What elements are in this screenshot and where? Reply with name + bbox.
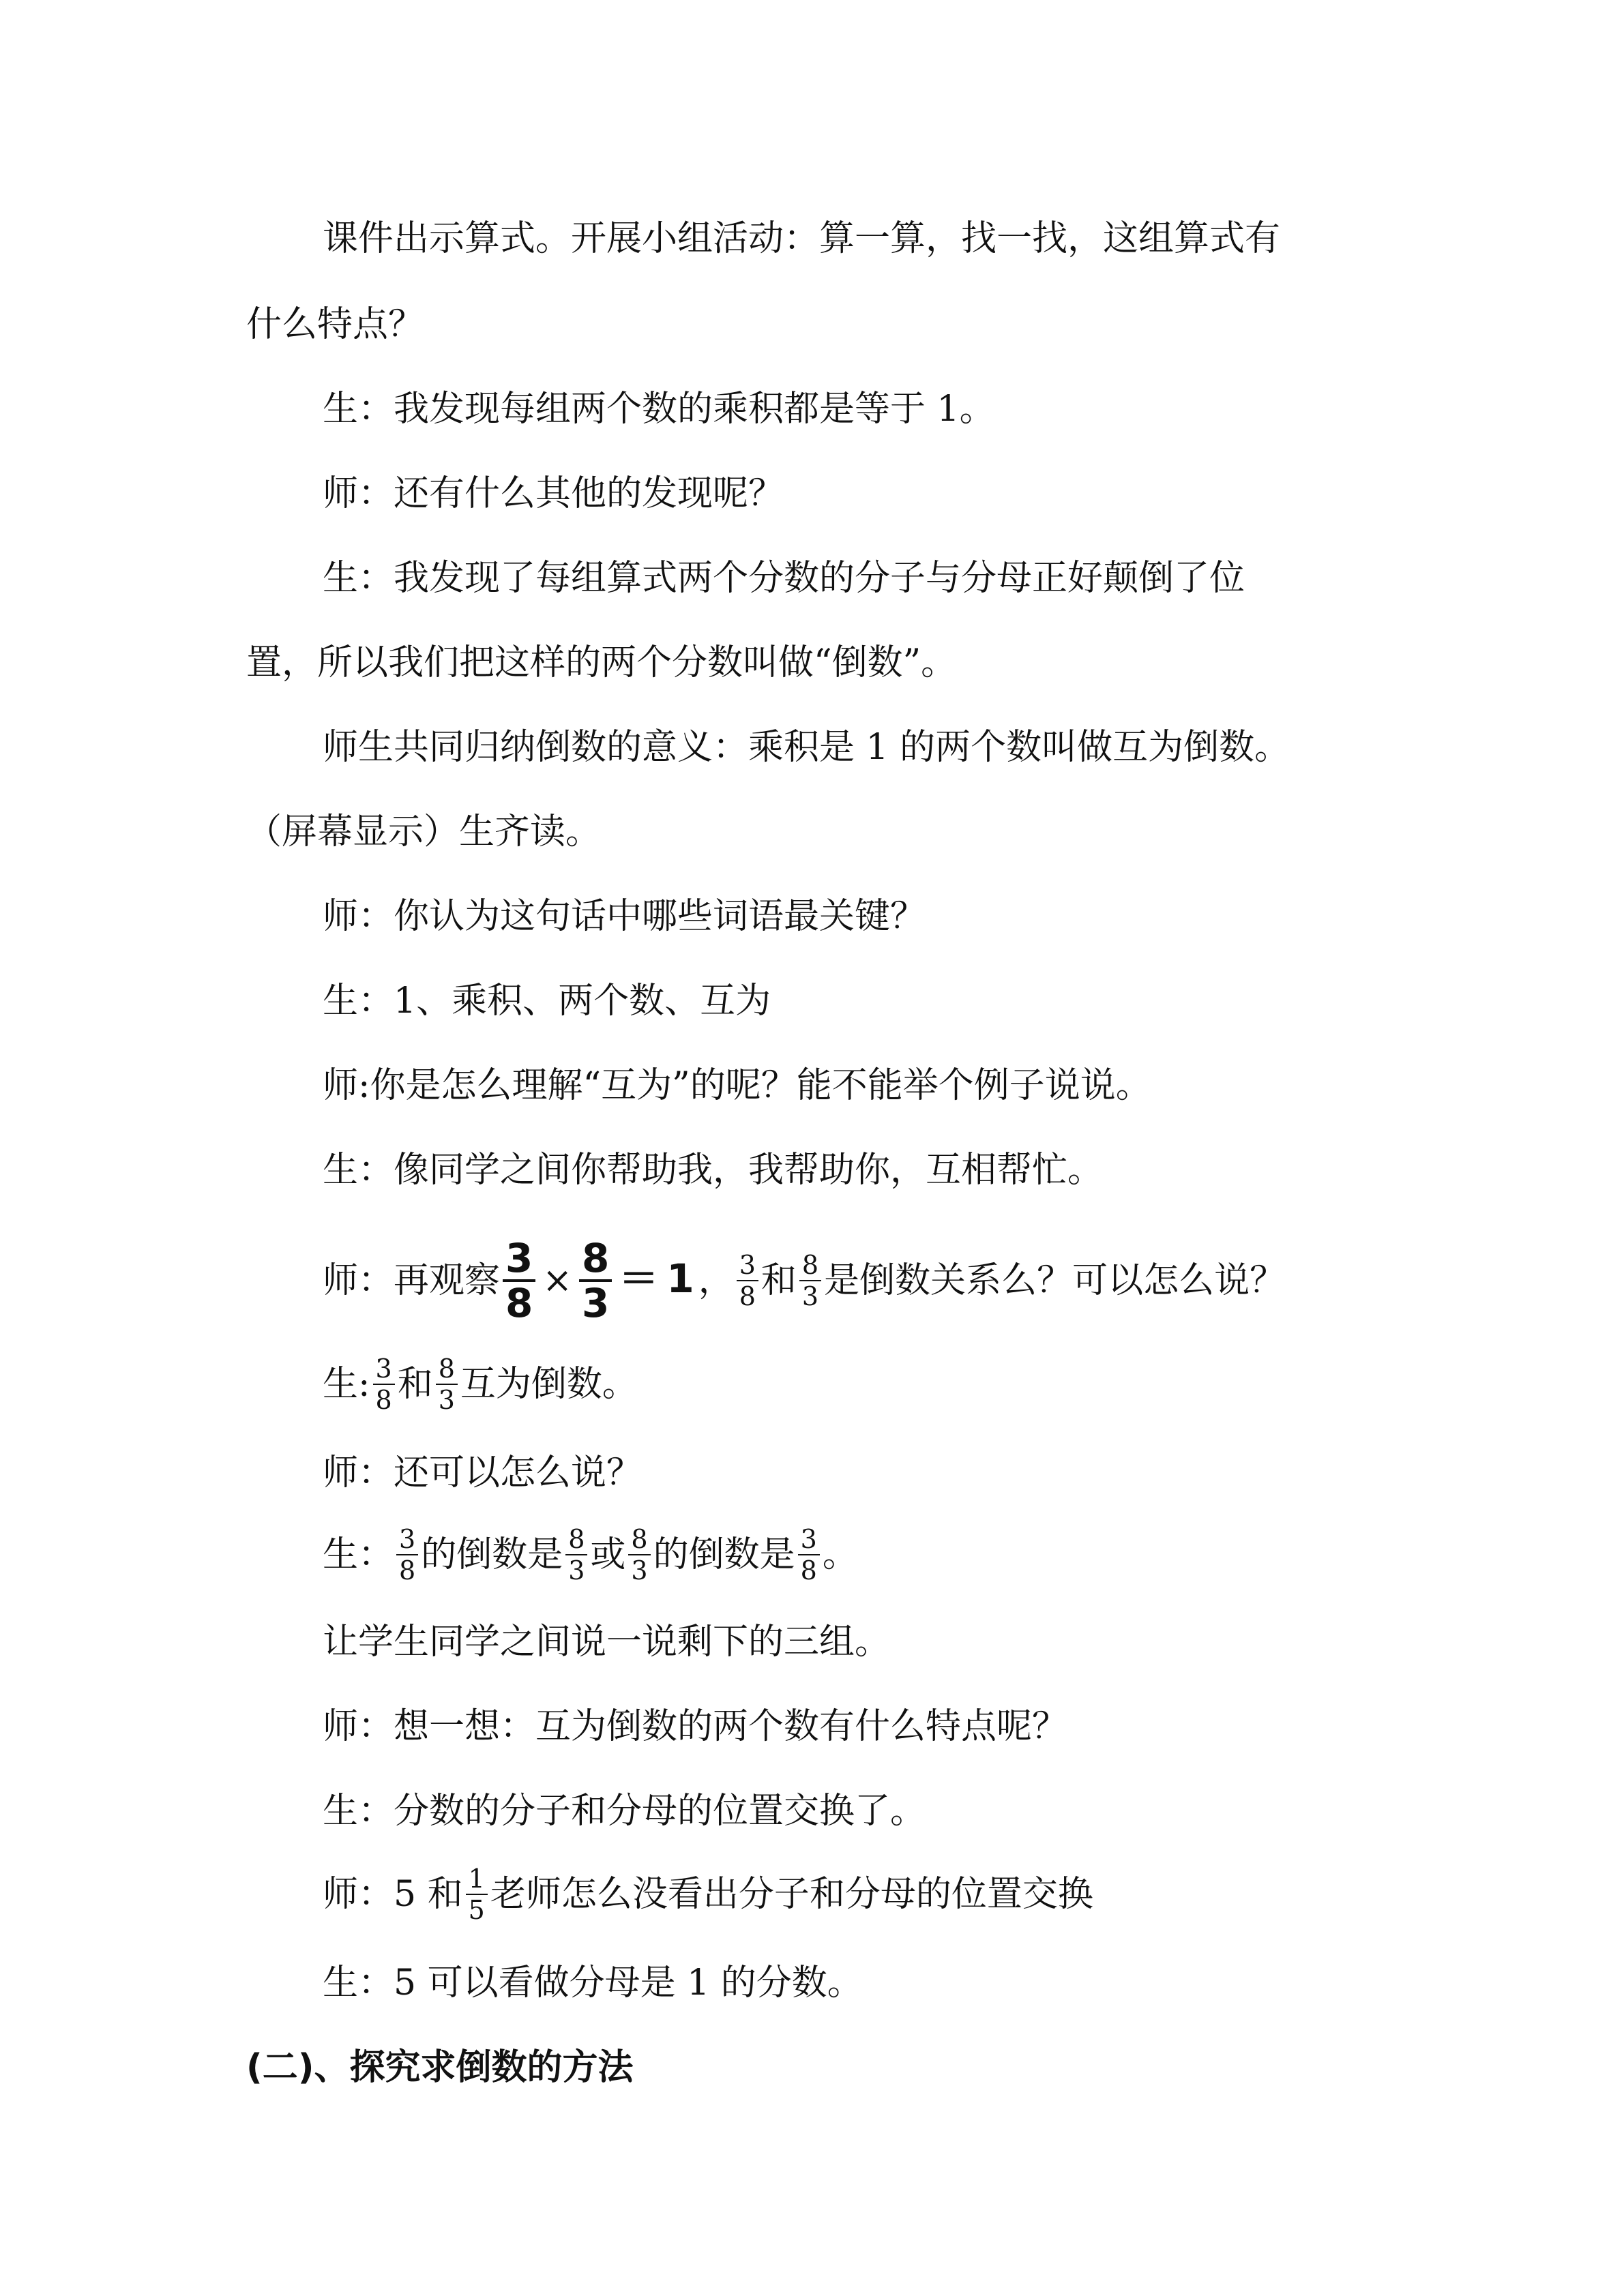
fraction-eight-thirds-large: $\frac{8}{3}$	[579, 1237, 612, 1324]
fraction-eight-thirds: $\frac{8}{3}$	[565, 1524, 587, 1585]
fraction-three-eighths: $\frac{3}{8}$	[396, 1524, 418, 1585]
paragraph-line-10: 生：1、乘积、两个数、互为	[323, 981, 771, 1022]
line16-part2: 的倒数是	[653, 1534, 795, 1575]
equals-sign: ＝	[619, 1255, 659, 1302]
reciprocal-statement-line	[323, 1350, 638, 1418]
equation-line	[323, 1234, 1285, 1327]
paragraph-line-5: 生：我发现了每组算式两个分数的分子与分母正好颠倒了位	[323, 558, 1245, 599]
fraction-eight-thirds: $\frac{8}{3}$	[799, 1250, 821, 1311]
or-word: 或	[590, 1534, 626, 1575]
paragraph-line-9: 师：你认为这句话中哪些词语最关键？	[323, 896, 926, 937]
equation-suffix: 是倒数关系么？可以怎么说？	[824, 1260, 1286, 1301]
fraction-three-eighths: $\frac{3}{8}$	[373, 1354, 395, 1415]
paragraph-line-4: 师：还有什么其他的发现呢？	[323, 473, 784, 514]
paragraph-line-12: 生：像同学之间你帮助我，我帮助你，互相帮忙。	[323, 1150, 1104, 1191]
fraction-one-fifth: $\frac{1}{5}$	[466, 1864, 488, 1925]
paragraph-line-6: 置，所以我们把这样的两个分数叫做“倒数”。	[246, 642, 957, 683]
paragraph-line-21: 生：5 可以看做分母是 1 的分数。	[323, 1963, 863, 2003]
paragraph-line-15: 师：还可以怎么说？	[323, 1452, 643, 1493]
one-fifth-question-line	[323, 1860, 1093, 1928]
line16-end: 。	[822, 1534, 858, 1575]
paragraph-line-11: 师:你是怎么理解“互为”的呢？能不能举个例子说说。	[323, 1065, 1151, 1106]
fraction-three-eighths: $\frac{3}{8}$	[798, 1524, 820, 1585]
and-word: 和	[761, 1260, 797, 1301]
paragraph-line-1: 课件出示算式。开展小组活动：算一算，找一找，这组算式有	[323, 218, 1281, 259]
equation-comma: ，	[698, 1260, 734, 1301]
line14-suffix: 互为倒数。	[460, 1364, 638, 1405]
fraction-three-eighths: $\frac{3}{8}$	[737, 1250, 758, 1311]
times-sign: ×	[542, 1260, 572, 1301]
fraction-eight-thirds: $\frac{8}{3}$	[628, 1524, 650, 1585]
equation-prefix: 师：再观察	[323, 1260, 501, 1301]
reciprocal-alt-statement-line	[323, 1521, 858, 1589]
paragraph-line-7: 师生共同归纳倒数的意义：乘积是 1 的两个数叫做互为倒数。	[323, 727, 1290, 768]
equation-result: 1	[666, 1255, 694, 1302]
line20-suffix: 老师怎么没看出分子和分母的位置交换	[490, 1874, 1093, 1915]
line14-prefix: 生:	[323, 1364, 370, 1405]
fraction-eight-thirds: $\frac{8}{3}$	[436, 1354, 458, 1415]
paragraph-line-3: 生：我发现每组两个数的乘积都是等于 1。	[323, 389, 995, 430]
paragraph-line-8: （屏幕显示）生齐读。	[246, 811, 602, 852]
fraction-three-eighths-large: $\frac{3}{8}$	[503, 1237, 535, 1324]
line16-prefix: 生：	[323, 1534, 394, 1575]
paragraph-line-19: 生：分数的分子和分母的位置交换了。	[323, 1791, 926, 1832]
section-heading: (二)、探究求倒数的方法	[246, 2047, 634, 2088]
paragraph-line-18: 师：想一想：互为倒数的两个数有什么特点呢？	[323, 1706, 1068, 1747]
line20-prefix: 师：5 和	[323, 1874, 463, 1915]
line16-part1: 的倒数是	[421, 1534, 563, 1575]
and-word: 和	[397, 1364, 433, 1405]
paragraph-line-2: 什么特点？	[246, 304, 424, 345]
paragraph-line-17: 让学生同学之间说一说剩下的三组。	[323, 1622, 891, 1663]
